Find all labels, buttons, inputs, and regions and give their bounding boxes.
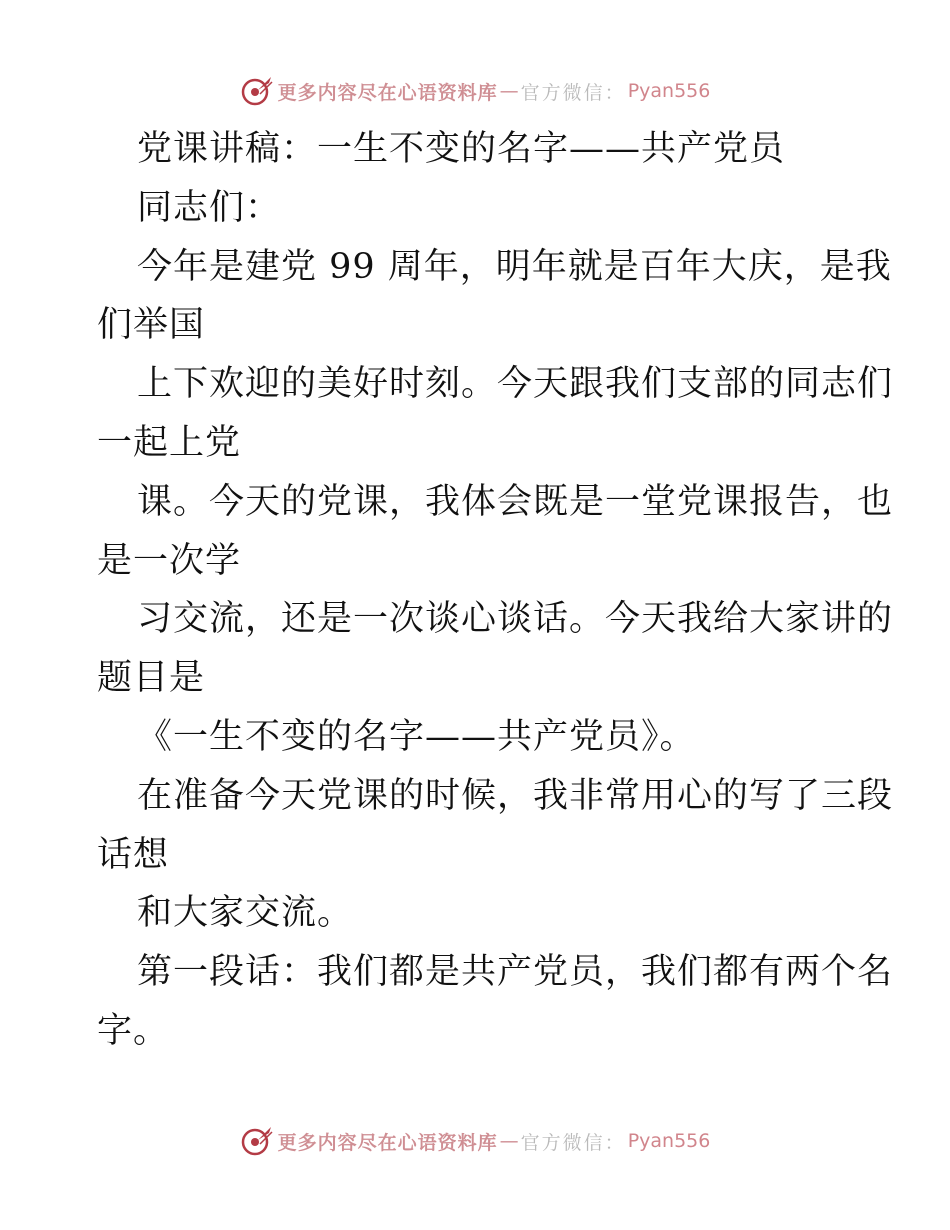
watermark-main-text: 更多内容尽在心语资料库 <box>277 1131 498 1154</box>
text-line: 是一次学 <box>97 540 242 581</box>
text-line: 和大家交流。 <box>137 893 354 934</box>
header-watermark <box>0 71 950 111</box>
quill-logo-icon <box>240 74 274 108</box>
text-line: 课。今天的党课，我体会既是一堂党课报告，也 <box>137 481 894 522</box>
watermark-wechat-id: Pyan556 <box>627 1130 711 1152</box>
text-line: 习交流，还是一次谈心谈话。今天我给大家讲的 <box>137 599 894 640</box>
watermark-wechat-id: Pyan556 <box>627 80 711 102</box>
text-line: 党课讲稿：一生不变的名字——共产党员 <box>137 129 786 169</box>
text-line: 同志们： <box>137 187 282 228</box>
text-line: 今年是建党 99 周年，明年就是百年大庆，是我 <box>137 246 892 287</box>
text-line: 一起上党 <box>97 422 242 463</box>
text-line: 们举国 <box>97 305 206 346</box>
text-line: 上下欢迎的美好时刻。今天跟我们支部的同志们 <box>137 364 894 405</box>
watermark-main-text: 更多内容尽在心语资料库 <box>277 81 498 104</box>
footer-watermark <box>0 1121 950 1161</box>
watermark-sub-text: 官方微信： <box>520 1131 626 1154</box>
quill-logo-icon <box>240 1124 274 1158</box>
watermark-dash: — <box>499 1130 519 1152</box>
text-line: 题目是 <box>97 658 206 699</box>
text-line: 《一生不变的名字——共产党员》。 <box>137 716 696 757</box>
document-body <box>97 120 894 1061</box>
text-line: 第一段话：我们都是共产党员，我们都有两个名 <box>137 952 894 993</box>
text-line: 话想 <box>97 834 170 875</box>
text-line: 字。 <box>97 1010 170 1051</box>
watermark-dash: — <box>499 80 519 102</box>
watermark-sub-text: 官方微信： <box>520 81 626 104</box>
text-line: 在准备今天党课的时候，我非常用心的写了三段 <box>137 775 894 816</box>
